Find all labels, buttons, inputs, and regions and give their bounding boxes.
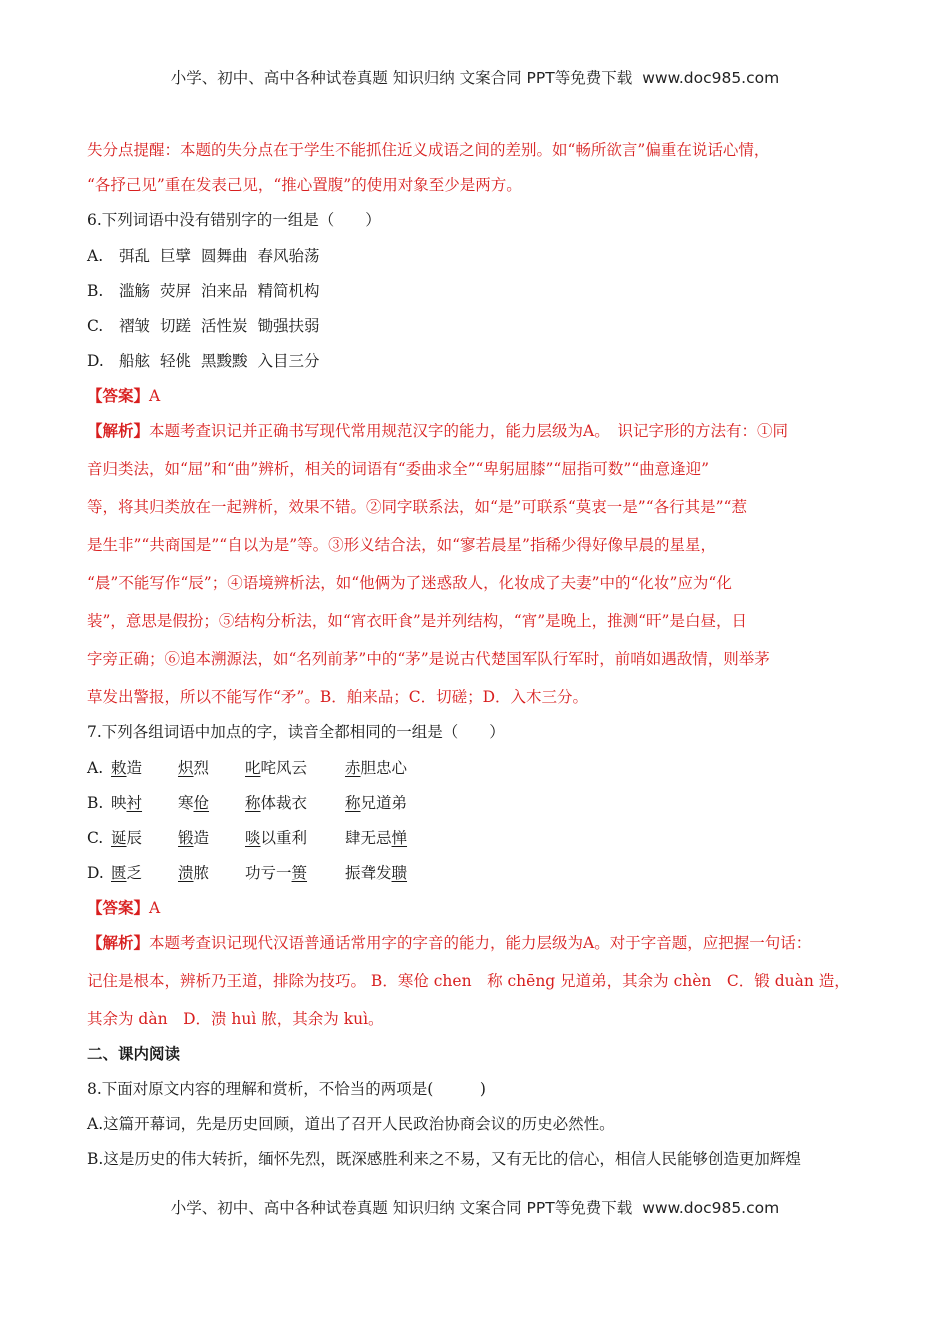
q7-c-cell-2: 锻造 <box>178 829 210 847</box>
q6-analysis-5: “晨”不能写作“辰”；④语境辨析法，如“他俩为了迷惑敌人，化妆成了夫妻”中的“化妆”应为“化 <box>87 574 732 592</box>
section-title: 二、课内阅读 <box>87 1044 181 1063</box>
q6-analysis-6: 装”，意思是假扮；⑤结构分析法，如“宵衣旰食”是并列结构，“宵”是晚上，推测“旰”是白昼，日 <box>87 612 747 630</box>
word: 精简机构 <box>257 282 320 300</box>
analysis-text: 本题考查识记并正确书写现代常用规范汉字的能力，能力层级为A。 识记字形的方法有：①同 <box>149 422 788 440</box>
option-label: C. <box>87 829 104 847</box>
q7-b-cell-2: 寒伧 <box>178 794 210 812</box>
option-label: B. <box>87 794 104 812</box>
answer-value: A <box>149 387 161 405</box>
word: 黑黢黢 <box>201 352 248 370</box>
answer-label: 【答案】 <box>87 898 150 917</box>
tip-line-1: 失分点提醒：本题的失分点在于学生不能抓住近义成语之间的差别。如“畅所欲言”偏重在说话心情， <box>87 141 770 159</box>
word: 春风骀荡 <box>257 247 320 265</box>
header-url[interactable]: www.doc985.com <box>642 69 780 87</box>
q7-d-cell-4: 振聋发聩 <box>345 864 408 882</box>
footer-text: 小学、初中、高中各种试卷真题 知识归纳 文案合同 PPT等免费下载 <box>170 1199 633 1217</box>
q6-analysis-4: 是生非”“共商国是”“自以为是”等。③形义结合法，如“寥若晨星”指稀少得好像早晨的星星， <box>87 536 716 554</box>
header-text: 小学、初中、高中各种试卷真题 知识归纳 文案合同 PPT等免费下载 <box>170 69 633 87</box>
word: 船舷 <box>119 352 151 370</box>
q7-c-cell-4: 肆无忌惮 <box>345 829 408 847</box>
option-label: B. <box>87 282 104 300</box>
q6-option-b <box>87 280 330 302</box>
word: 圆舞曲 <box>201 247 248 265</box>
option-label: D. <box>87 352 104 370</box>
q7-d-cell-1: 匮乏 <box>111 864 143 882</box>
word: 弭乱 <box>119 247 151 265</box>
word: 入目三分 <box>257 352 320 370</box>
q7-c-cell-1: 诞辰 <box>111 829 143 847</box>
option-label: A. <box>87 759 104 777</box>
q6-answer <box>87 385 160 407</box>
option-label: A. <box>87 247 104 265</box>
q6-option-d <box>87 350 330 372</box>
q6-analysis-3: 等，将其归类放在一起辨析，效果不错。②同字联系法，如“是”可联系“莫衷一是”“各行其是”“惹 <box>87 498 747 516</box>
q7-b-cell-3: 称体裁衣 <box>245 794 308 812</box>
answer-value: A <box>149 899 161 917</box>
analysis-label: 【解析】 <box>87 421 150 440</box>
q6-analysis-7: 字旁正确；⑥追本溯源法，如“名列前茅”中的“茅”是说古代楚国军队行军时，前哨如遇敌情，则举茅 <box>87 650 770 668</box>
analysis-label: 【解析】 <box>87 933 150 952</box>
q6-analysis-8: 草发出警报，所以不能写作“矛”。B．舶来品；C．切磋；D．入木三分。 <box>87 688 589 706</box>
q7-b-cell-4: 称兄道弟 <box>345 794 408 812</box>
q7-answer <box>87 897 160 919</box>
word: 巨擘 <box>160 247 192 265</box>
q6-option-c <box>87 315 330 337</box>
option-label: D. <box>87 864 104 882</box>
q6-analysis-2: 音归类法，如“屈”和“曲”辨析，相关的词语有“委曲求全”“卑躬屈膝”“屈指可数”“曲意逢迎” <box>87 460 710 478</box>
q7-a-cell-2: 炽烈 <box>178 759 210 777</box>
q6-option-a <box>87 245 330 267</box>
q7-a-cell-4: 赤胆忠心 <box>345 759 408 777</box>
word: 活性炭 <box>201 317 248 335</box>
q7-a-cell-1: 敕造 <box>111 759 143 777</box>
page-footer <box>0 1196 950 1218</box>
word: 荧屏 <box>160 282 192 300</box>
q7-analysis-1 <box>87 932 811 954</box>
answer-label: 【答案】 <box>87 386 150 405</box>
q6-stem: 6.下列词语中没有错别字的一组是（ ） <box>87 211 381 229</box>
q8-option-a: A.这篇开幕词，先是历史回顾，道出了召开人民政治协商会议的历史必然性。 <box>87 1115 615 1133</box>
q7-analysis-3: 其余为 dàn D．溃 huì 脓，其余为 kuì。 <box>87 1010 384 1028</box>
q7-d-cell-3: 功亏一篑 <box>245 864 308 882</box>
q6-analysis-1 <box>87 420 788 442</box>
tip-line-2: “各抒己见”重在发表己见，“推心置腹”的使用对象至少是两方。 <box>87 176 522 194</box>
q7-stem: 7.下列各组词语中加点的字，读音全都相同的一组是（ ） <box>87 723 505 741</box>
word: 褶皱 <box>119 317 151 335</box>
word: 切蹉 <box>160 317 192 335</box>
option-label: C. <box>87 317 104 335</box>
analysis-text: 本题考查识记现代汉语普通话常用字的字音的能力，能力层级为A。对于字音题，应把握一句话： <box>149 934 812 952</box>
q8-stem: 8.下面对原文内容的理解和赏析，不恰当的两项是( ) <box>87 1080 486 1098</box>
q7-a-cell-3: 叱咤风云 <box>245 759 308 777</box>
word: 泊来品 <box>201 282 248 300</box>
q7-d-cell-2: 溃脓 <box>178 864 210 882</box>
word: 滥觞 <box>119 282 151 300</box>
footer-url[interactable]: www.doc985.com <box>642 1199 780 1217</box>
q7-analysis-2: 记住是根本，辨析乃王道，排除为技巧。 B．寒伧 chen 称 chēng 兄道弟，其余为 chèn C．锻 duàn 造， <box>87 972 850 990</box>
q7-b-cell-1: 映衬 <box>111 794 143 812</box>
word: 锄强扶弱 <box>257 317 320 335</box>
q7-c-cell-3: 啖以重利 <box>245 829 308 847</box>
word: 轻佻 <box>160 352 192 370</box>
page-header <box>0 66 950 88</box>
q8-option-b: B.这是历史的伟大转折，缅怀先烈，既深感胜利来之不易，又有无比的信心，相信人民能够创造更加辉煌 <box>87 1150 801 1168</box>
